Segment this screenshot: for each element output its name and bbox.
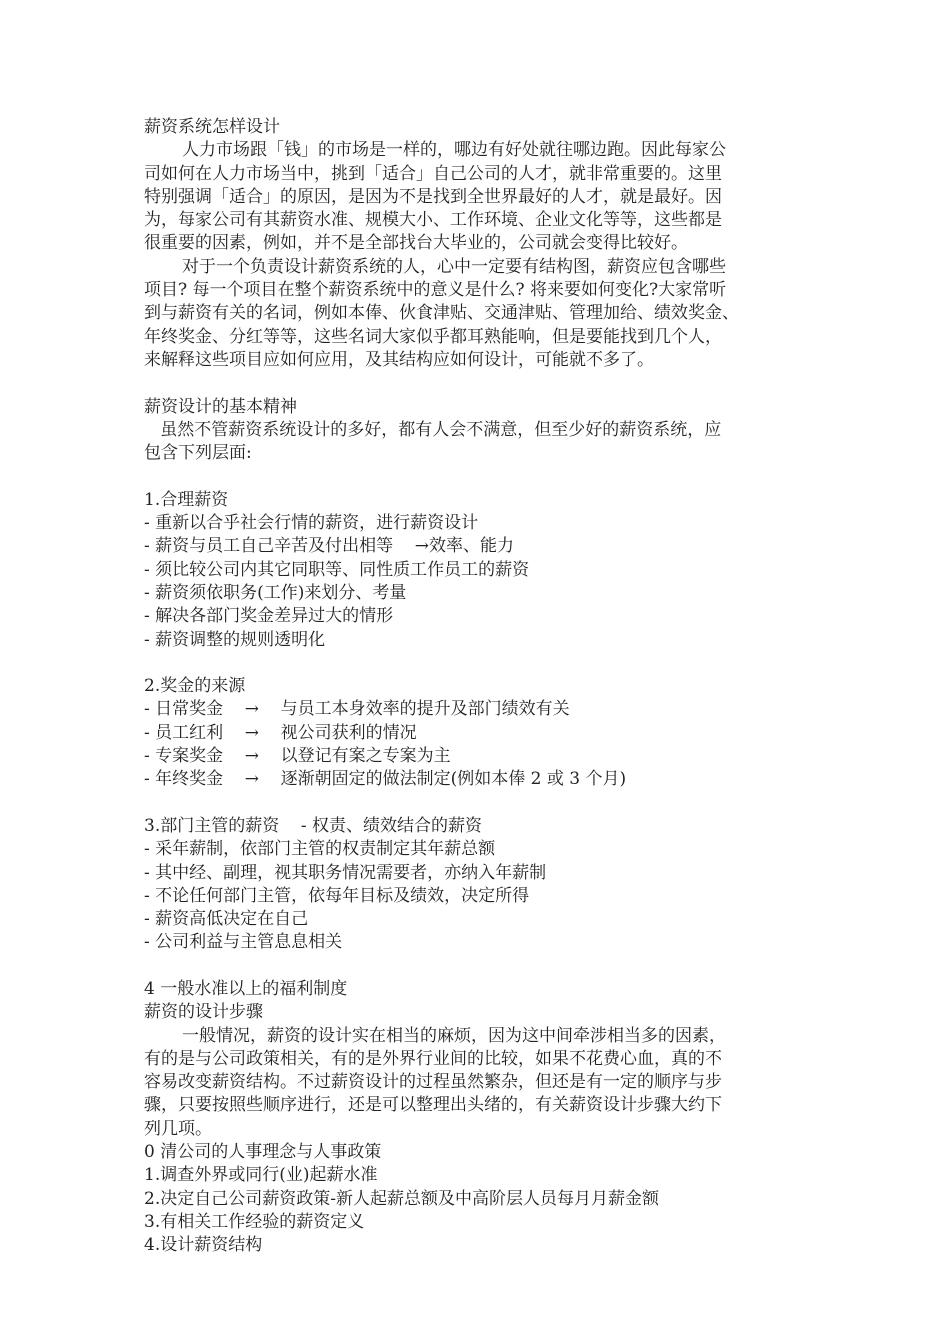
- list-item: - 薪资与员工自己辛苦及付出相等 →效率、能力: [144, 536, 515, 557]
- list-item: - 专案奖金 → 以登记有案之专案为主: [144, 746, 451, 767]
- step-item: 1.调查外界或同行(业)起薪水准: [144, 1165, 378, 1186]
- section-heading-3: 3.部门主管的薪资 - 权责、绩效结合的薪资: [144, 815, 482, 836]
- blank-line: [144, 652, 804, 675]
- text-line: 骤，只要按照些顺序进行，还是可以整理出头绪的，有关薪资设计步骤大约下: [144, 1095, 722, 1116]
- list-item: - 公司利益与主管息息相关: [144, 932, 343, 953]
- text-line: 到与薪资有关的名词，例如本俸、伙食津贴、交通津贴、管理加给、绩效奖金、: [144, 303, 739, 324]
- list-item: - 不论任何部门主管，依每年目标及绩效，决定所得: [144, 885, 530, 906]
- text-line: 司如何在人力市场当中，挑到「适合」自己公司的人才，就非常重要的。这里: [144, 163, 722, 184]
- text-line: 为，每家公司有其薪资水准、规模大小、工作环境、企业文化等等，这些都是: [144, 210, 722, 231]
- section-heading-spirit: 薪资设计的基本精神: [144, 396, 297, 417]
- list-item: - 员工红利 → 视公司获利的情况: [144, 722, 417, 743]
- text-line: 项目? 每一个项目在整个薪资系统中的意义是什么? 将来要如何变化?大家常听: [144, 280, 727, 301]
- list-item: - 其中经、副理，视其职务情况需要者，亦纳入年薪制: [144, 862, 547, 883]
- steps-paragraph: [144, 1025, 804, 1141]
- section-heading-steps: 薪资的设计步骤: [144, 1002, 263, 1023]
- text-line: 特别强调「适合」的原因，是因为不是找到全世界最好的人才，就是最好。因: [144, 186, 722, 207]
- text-line: 虽然不管薪资系统设计的多好，都有人会不满意，但至少好的薪资系统，应: [144, 419, 722, 440]
- text-line: 有的是与公司政策相关，有的是外界行业间的比较，如果不花费心血，真的不: [144, 1048, 722, 1069]
- list-item: - 薪资调整的规则透明化: [144, 629, 326, 650]
- section-heading-1: 1.合理薪资: [144, 489, 229, 510]
- text-line: 人力市场跟「钱」的市场是一样的，哪边有好处就往哪边跑。因此每家公: [182, 140, 726, 161]
- section-heading-2: 2.奖金的来源: [144, 676, 246, 697]
- intro-paragraph-2: [144, 256, 804, 372]
- text-line: 包含下列层面:: [144, 443, 252, 464]
- list-item: - 薪资须依职务(工作)来划分、考量: [144, 582, 407, 603]
- list-item: - 解决各部门奖金差异过大的情形: [144, 606, 394, 627]
- intro-paragraph-1: [144, 139, 804, 255]
- document-page: [144, 116, 804, 1258]
- list-item: - 年终奖金 → 逐渐朝固定的做法制定(例如本俸 2 或 3 个月): [144, 769, 627, 790]
- step-item: 3.有相关工作经验的薪资定义: [144, 1211, 365, 1232]
- list-item: - 须比较公司内其它同职等、同性质工作员工的薪资: [144, 559, 530, 580]
- list-item: - 采年薪制，依部门主管的权责制定其年薪总额: [144, 839, 496, 860]
- step-item: 2.决定自己公司薪资政策-新人起薪总额及中高阶层人员每月月薪金额: [144, 1188, 659, 1209]
- blank-line: [144, 465, 804, 488]
- text-line: 很重要的因素，例如，并不是全部找台大毕业的，公司就会变得比较好。: [144, 233, 688, 254]
- blank-line: [144, 955, 804, 978]
- blank-line: [144, 792, 804, 815]
- text-line: 来解释这些项目应如何应用，及其结构应如何设计，可能就不多了。: [144, 349, 654, 370]
- text-line: 年终奖金、分红等等，这些名词大家似乎都耳熟能响，但是要能找到几个人，: [144, 326, 722, 347]
- list-item: - 薪资高低决定在自己: [144, 909, 309, 930]
- text-line: 列几项。: [144, 1118, 212, 1139]
- text-line: 一般情况，薪资的设计实在相当的麻烦，因为这中间牵涉相当多的因素，: [182, 1025, 726, 1046]
- section-heading-4: 4 一般水准以上的福利制度: [144, 978, 348, 999]
- step-item: 0 清公司的人事理念与人事政策: [144, 1142, 382, 1163]
- text-line: 对于一个负责设计薪资系统的人，心中一定要有结构图，薪资应包含哪些: [182, 256, 726, 277]
- blank-line: [144, 372, 804, 395]
- document-title: 薪资系统怎样设计: [144, 117, 280, 137]
- step-item: 4.设计薪资结构: [144, 1235, 263, 1256]
- list-item: - 日常奖金 → 与员工本身效率的提升及部门绩效有关: [144, 699, 570, 720]
- list-item: - 重新以合乎社会行情的薪资，进行薪资设计: [144, 513, 479, 534]
- text-line: 容易改变薪资结构。不过薪资设计的过程虽然繁杂，但还是有一定的顺序与步: [144, 1072, 722, 1093]
